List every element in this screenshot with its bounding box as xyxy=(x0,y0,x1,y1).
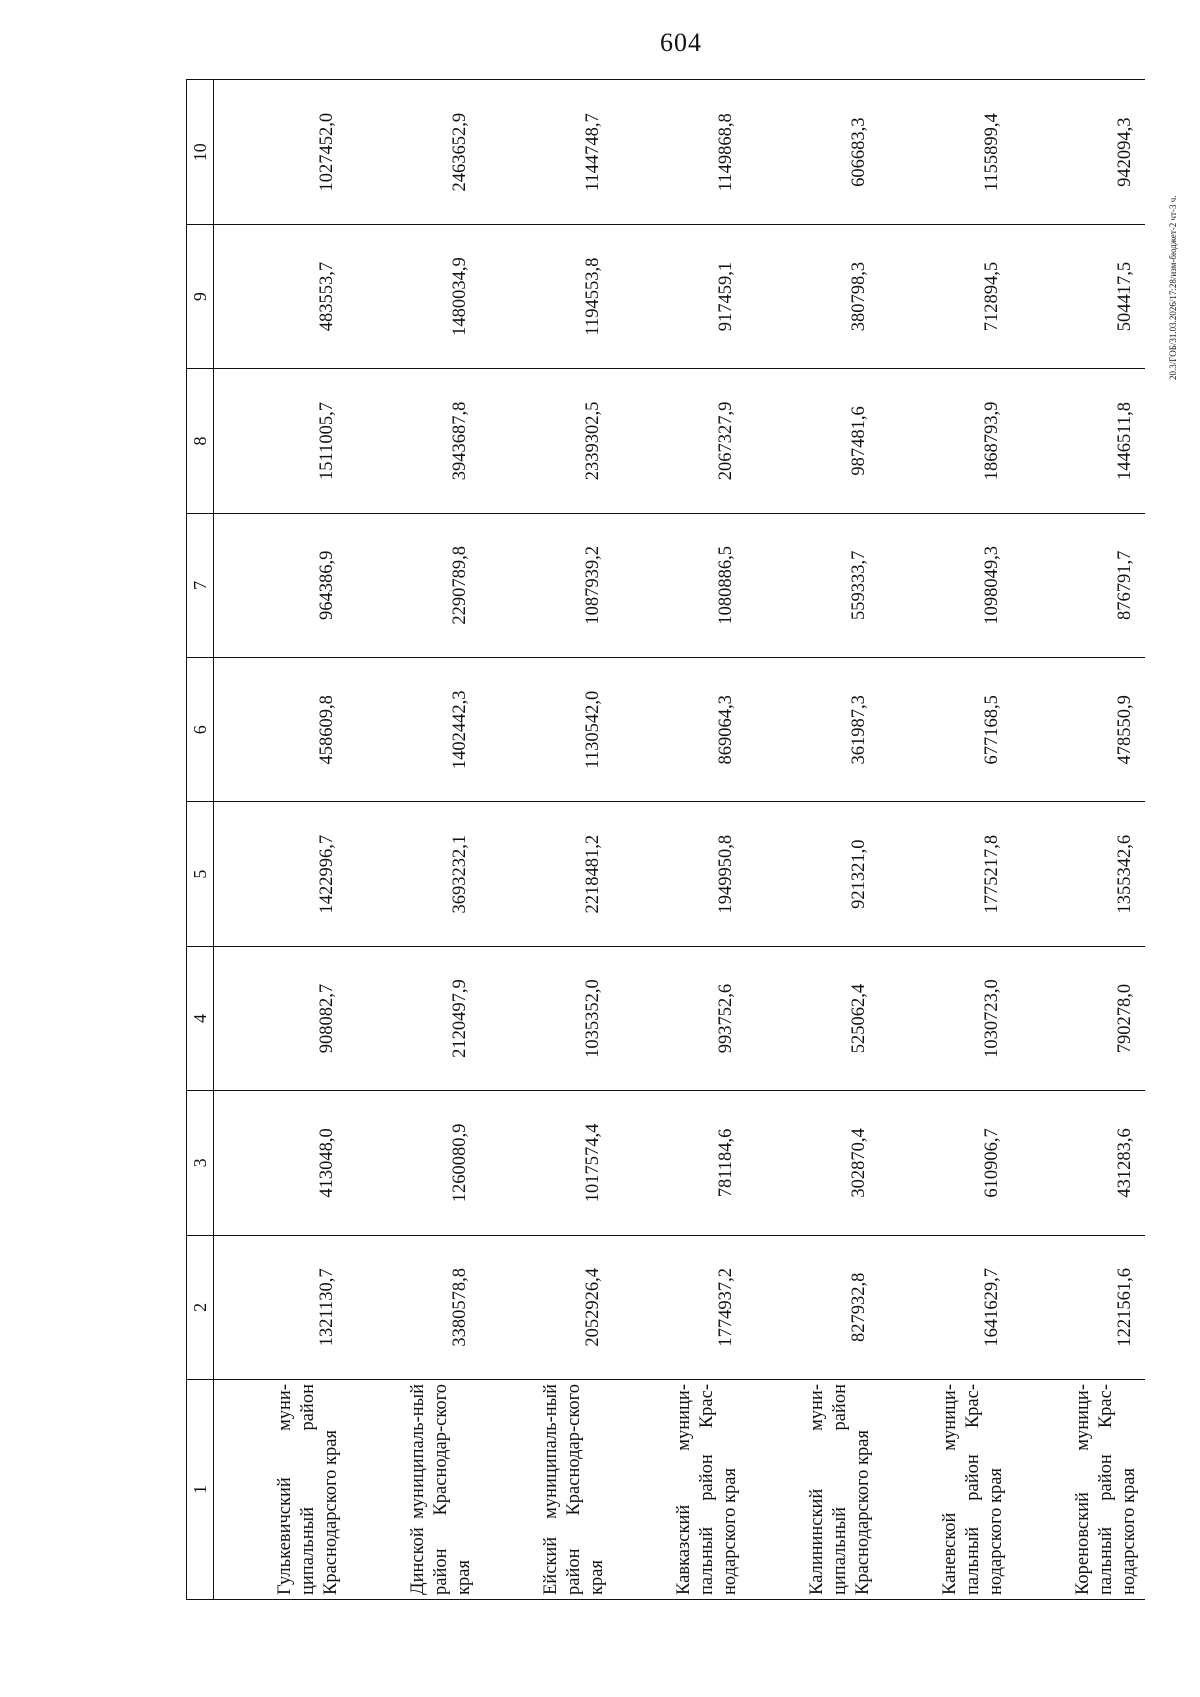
value-cell: 2120497,9 xyxy=(347,946,480,1090)
value-cell: 1030723,0 xyxy=(879,946,1012,1090)
value-cell: 2067327,9 xyxy=(613,369,746,513)
value-cell: 869064,3 xyxy=(613,658,746,802)
document-stamp-note: 20.3/ГОБ/31.03.2026/17:28/изм-бюджет-2 чт-3 ч. xyxy=(1168,195,1178,380)
column-header: 3 xyxy=(187,1091,214,1235)
value-cell: 525062,4 xyxy=(746,946,879,1090)
table-row xyxy=(879,80,1012,1600)
rotated-table-container xyxy=(186,80,1145,1600)
value-cell: 1774937,2 xyxy=(613,1235,746,1379)
value-cell: 987481,6 xyxy=(746,369,879,513)
value-cell: 964386,9 xyxy=(214,513,348,657)
value-cell: 1511005,7 xyxy=(214,369,348,513)
value-cell: 790278,0 xyxy=(1012,946,1145,1090)
table-row xyxy=(480,80,613,1600)
page-number: 604 xyxy=(660,28,702,57)
value-cell: 1775217,8 xyxy=(879,802,1012,946)
column-header: 1 xyxy=(187,1380,214,1600)
value-cell: 431283,6 xyxy=(1012,1091,1145,1235)
value-cell: 1949950,8 xyxy=(613,802,746,946)
column-header: 4 xyxy=(187,946,214,1090)
district-name: Кореновский муници-пальный район Крас-нодарского края xyxy=(1012,1380,1145,1600)
table-row xyxy=(746,80,879,1600)
value-cell: 2463652,9 xyxy=(347,80,480,224)
value-cell: 1017574,4 xyxy=(480,1091,613,1235)
district-name: Калининский муни-ципальный район Краснодарского края xyxy=(746,1380,879,1600)
value-cell: 1144748,7 xyxy=(480,80,613,224)
value-cell: 1194553,8 xyxy=(480,224,613,368)
value-cell: 1221561,6 xyxy=(1012,1235,1145,1379)
value-cell: 2339302,5 xyxy=(480,369,613,513)
header-row xyxy=(187,80,214,1600)
value-cell: 1641629,7 xyxy=(879,1235,1012,1379)
value-cell: 3943687,8 xyxy=(347,369,480,513)
value-cell: 993752,6 xyxy=(613,946,746,1090)
value-cell: 942094,3 xyxy=(1012,80,1145,224)
column-header: 2 xyxy=(187,1235,214,1379)
value-cell: 302870,4 xyxy=(746,1091,879,1235)
value-cell: 921321,0 xyxy=(746,802,879,946)
column-header: 8 xyxy=(187,369,214,513)
value-cell: 1402442,3 xyxy=(347,658,480,802)
value-cell: 2218481,2 xyxy=(480,802,613,946)
value-cell: 1098049,3 xyxy=(879,513,1012,657)
value-cell: 1868793,9 xyxy=(879,369,1012,513)
table-row xyxy=(1012,80,1145,1600)
value-cell: 413048,0 xyxy=(214,1091,348,1235)
value-cell: 1155899,4 xyxy=(879,80,1012,224)
value-cell: 380798,3 xyxy=(746,224,879,368)
value-cell: 559333,7 xyxy=(746,513,879,657)
value-cell: 361987,3 xyxy=(746,658,879,802)
value-cell: 781184,6 xyxy=(613,1091,746,1235)
column-header: 7 xyxy=(187,513,214,657)
value-cell: 483553,7 xyxy=(214,224,348,368)
column-header: 9 xyxy=(187,224,214,368)
value-cell: 504417,5 xyxy=(1012,224,1145,368)
value-cell: 1087939,2 xyxy=(480,513,613,657)
budget-table xyxy=(186,79,1145,1600)
column-header: 10 xyxy=(187,80,214,224)
district-name: Кавказский муници-пальный район Крас-нодарского края xyxy=(613,1380,746,1600)
value-cell: 1149868,8 xyxy=(613,80,746,224)
value-cell: 1260080,9 xyxy=(347,1091,480,1235)
value-cell: 2290789,8 xyxy=(347,513,480,657)
value-cell: 1130542,0 xyxy=(480,658,613,802)
value-cell: 478550,9 xyxy=(1012,658,1145,802)
value-cell: 2052926,4 xyxy=(480,1235,613,1379)
value-cell: 908082,7 xyxy=(214,946,348,1090)
value-cell: 677168,5 xyxy=(879,658,1012,802)
value-cell: 1446511,8 xyxy=(1012,369,1145,513)
value-cell: 1480034,9 xyxy=(347,224,480,368)
value-cell: 606683,3 xyxy=(746,80,879,224)
value-cell: 1027452,0 xyxy=(214,80,348,224)
value-cell: 876791,7 xyxy=(1012,513,1145,657)
value-cell: 917459,1 xyxy=(613,224,746,368)
district-name: Динской муниципаль-ный район Краснодар-ского края xyxy=(347,1380,480,1600)
value-cell: 3693232,1 xyxy=(347,802,480,946)
district-name: Гулькевичский муни-ципальный район Краснодарского края xyxy=(214,1380,348,1600)
value-cell: 1422996,7 xyxy=(214,802,348,946)
column-header: 6 xyxy=(187,658,214,802)
value-cell: 827932,8 xyxy=(746,1235,879,1379)
table-row xyxy=(347,80,480,1600)
value-cell: 1080886,5 xyxy=(613,513,746,657)
value-cell: 458609,8 xyxy=(214,658,348,802)
value-cell: 712894,5 xyxy=(879,224,1012,368)
table-row xyxy=(214,80,348,1600)
table-row xyxy=(613,80,746,1600)
district-name: Каневской муници-пальный район Крас-нодарского края xyxy=(879,1380,1012,1600)
district-name: Ейский муниципаль-ный район Краснодар-ского края xyxy=(480,1380,613,1600)
value-cell: 610906,7 xyxy=(879,1091,1012,1235)
value-cell: 1035352,0 xyxy=(480,946,613,1090)
column-header: 5 xyxy=(187,802,214,946)
value-cell: 1321130,7 xyxy=(214,1235,348,1379)
value-cell: 3380578,8 xyxy=(347,1235,480,1379)
value-cell: 1355342,6 xyxy=(1012,802,1145,946)
